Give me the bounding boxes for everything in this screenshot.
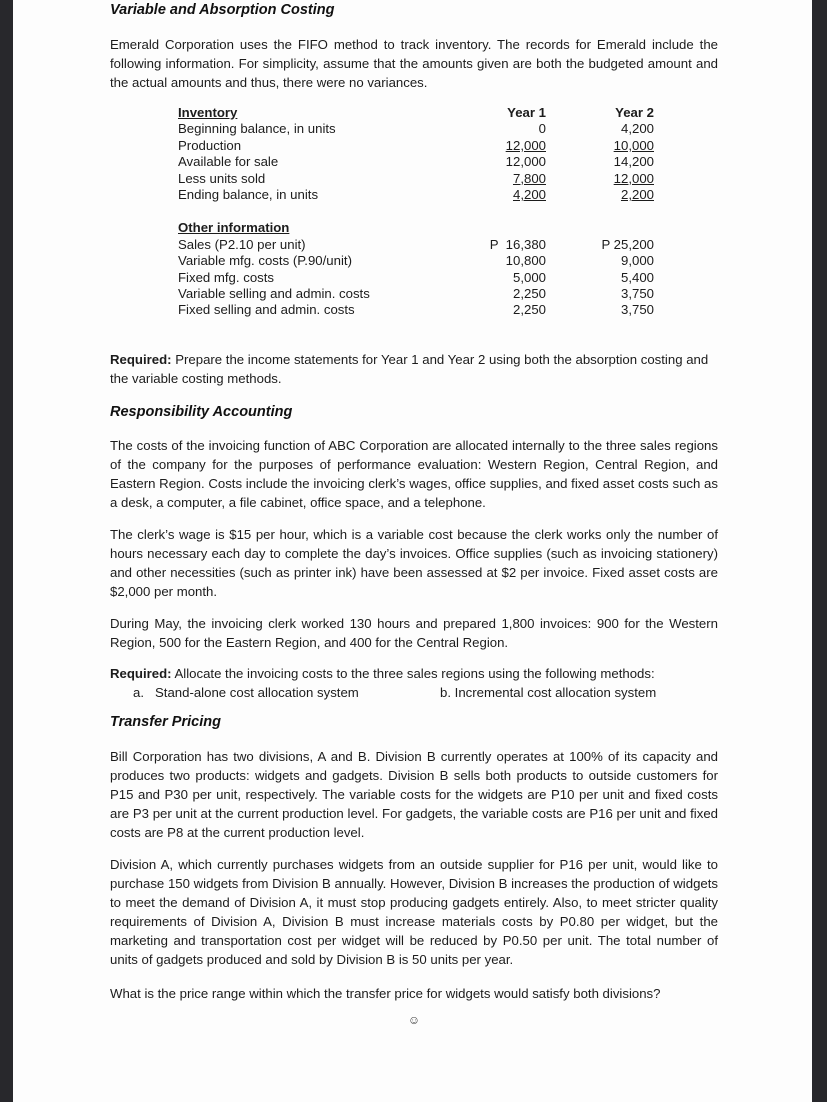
table-row: [178, 270, 654, 286]
required-text: Allocate the invoicing costs to the three sales regions using the following methods:: [171, 665, 655, 681]
year1-value: 4,200: [512, 187, 546, 203]
row-label: Available for sale: [178, 154, 279, 170]
option-a-standalone: a. Stand-alone cost allocation system: [133, 684, 359, 700]
required-statement-1: [110, 350, 718, 388]
transfer-price-question: What is the price range within which the transfer price for widgets would satisfy both divisions?: [110, 985, 661, 1001]
year2-value: 14,200: [613, 154, 654, 170]
other-information-header: Other information: [178, 220, 290, 236]
table-row: [178, 105, 654, 121]
row-label: Fixed selling and admin. costs: [178, 302, 355, 318]
section-title-responsibility-accounting: Responsibility Accounting: [110, 403, 293, 420]
required-text: Prepare the income statements for Year 1 and Year 2 using both the absorption costing and the variable costing methods.: [110, 351, 709, 386]
document-content: [110, 0, 718, 1027]
required-label: Required:: [110, 351, 172, 367]
year2-value: 10,000: [613, 137, 654, 153]
table-row: [178, 154, 654, 170]
other-information-table: [178, 220, 654, 318]
table-row: [178, 171, 654, 187]
table-row: [178, 302, 654, 318]
allocation-options-row: [110, 683, 718, 702]
row-label: Sales (P2.10 per unit): [178, 236, 306, 252]
year2-value: 3,750: [620, 302, 654, 318]
row-label: Fixed mfg. costs: [178, 269, 275, 285]
year1-column-header: Year 1: [507, 105, 546, 120]
row-label: Variable mfg. costs (P.90/unit): [178, 253, 352, 269]
table-row: [178, 286, 654, 302]
during-may-paragraph: During May, the invoicing clerk worked 130 hours and prepared 1,800 invoices: 900 for the Western Region, 500 for the Eastern Region, and 400 for the Central Region.: [110, 615, 718, 650]
year1-value: 5,000: [512, 269, 546, 285]
smiley-face-icon: ☺: [407, 1012, 421, 1027]
year2-value: 5,400: [620, 269, 654, 285]
table-row: [178, 253, 654, 269]
section-title-variable-absorption-costing: Variable and Absorption Costing: [110, 2, 335, 18]
document-page: [13, 0, 812, 1102]
table-row: [178, 121, 654, 137]
inventory-table: [178, 105, 654, 203]
table-row: [178, 187, 654, 203]
year1-value: 7,800: [512, 170, 546, 186]
emerald-intro-paragraph: Emerald Corporation uses the FIFO method to track inventory. The records for Emerald include the following information. For simplicity, assume that the amounts given are both the budgeted amount and the actual amounts and thus, there were no variances.: [110, 37, 718, 90]
bill-corporation-paragraph: Bill Corporation has two divisions, A and B. Division B currently operates at 100% of its capacity and produces two products: widgets and gadgets. Division B sells both products to outside customers for P15 and P30 per unit, respectively. The variable costs for the widgets are P10 per unit and fixed costs are P3 per unit at the current production level. For gadgets, the variable costs are P16 per unit and fixed costs are P8 at the current production level.: [110, 748, 718, 840]
row-label: Less units sold: [178, 170, 266, 186]
year1-value: P 16,380: [489, 236, 546, 252]
year2-value: 3,750: [620, 286, 654, 302]
clerk-wage-paragraph: The clerk’s wage is $15 per hour, which is a variable cost because the clerk works only the number of hours necessary each day to complete the day’s invoices. Office supplies (such as invoicing stationery) and other necessities (such as printer ink) have been assessed at $2 per invoice. Fixed asset costs are $2,000 per month.: [110, 526, 718, 599]
table-row: [178, 237, 654, 253]
table-row: [178, 220, 654, 236]
year2-value: 4,200: [620, 121, 654, 137]
year1-value: 2,250: [512, 302, 546, 318]
row-label: Ending balance, in units: [178, 187, 319, 203]
division-a-paragraph: Division A, which currently purchases widgets from an outside supplier for P16 per unit, would like to purchase 150 widgets from Division B annually. However, Division B increases the production of widgets to meet the demand of Division A, it must stop producing gadgets entirely. Also, to meet stricter quality requirements of Division A, Division B must increase materials costs by P0.80 per widget, but the marketing and transportation cost per widget will be reduced by P0.50 per unit. The total number of units of gadgets produced and sold by Division B is 50 units per year.: [110, 856, 718, 967]
table-row: [178, 138, 654, 154]
year1-value: 12,000: [505, 154, 546, 170]
year2-value: 2,200: [620, 187, 654, 203]
required-statement-2: [110, 664, 718, 683]
year1-value: 12,000: [505, 137, 546, 153]
year1-value: 10,800: [505, 253, 546, 269]
year2-column-header: Year 2: [615, 105, 654, 120]
year1-value: 0: [538, 121, 546, 137]
row-label: Variable selling and admin. costs: [178, 286, 370, 302]
year2-value: 12,000: [613, 170, 654, 186]
row-label: Production: [178, 137, 242, 153]
year2-value: 9,000: [620, 253, 654, 269]
abc-intro-paragraph: The costs of the invoicing function of ABC Corporation are allocated internally to the three sales regions of the company for the purposes of performance evaluation: Western Region, Central Region, and Eastern Region. Costs include the invoicing clerk’s wages, office supplies, and fixed asset costs such as a desk, a computer, a file cabinet, office space, and a telephone.: [110, 437, 718, 510]
option-b-incremental: b. Incremental cost allocation system: [440, 684, 657, 700]
year1-value: 2,250: [512, 286, 546, 302]
row-label: Beginning balance, in units: [178, 121, 336, 137]
required-label: Required:: [110, 665, 172, 681]
section-title-transfer-pricing: Transfer Pricing: [110, 713, 221, 730]
year2-value: P 25,200: [601, 236, 654, 252]
inventory-table-header: Inventory: [178, 105, 238, 120]
